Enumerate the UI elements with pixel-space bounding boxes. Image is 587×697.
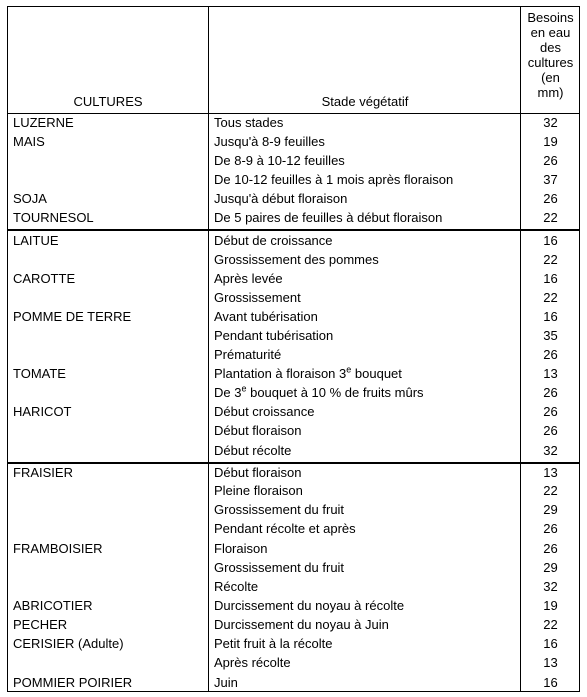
header-besoins-line: (en xyxy=(541,70,560,85)
cell-culture: LAITUE xyxy=(13,233,59,248)
cell-culture: POMME DE TERRE xyxy=(13,309,132,324)
cell-stade: Durcissement du noyau à récolte xyxy=(214,598,405,613)
cell-culture: HARICOT xyxy=(13,404,72,419)
cell-besoin: 26 xyxy=(543,385,558,400)
cell-stade: Pleine floraison xyxy=(214,483,303,498)
cell-stade: Début floraison xyxy=(214,423,302,438)
stade-text: bouquet à 10 % de fruits mûrs xyxy=(246,385,424,400)
cell-culture: TOURNESOL xyxy=(13,210,94,225)
header-besoins xyxy=(521,10,580,100)
header-besoins-line: en eau xyxy=(530,25,571,40)
cell-stade: Début croissance xyxy=(214,404,315,419)
cell-stade: Après récolte xyxy=(214,655,291,670)
cell-stade: Jusqu'à début floraison xyxy=(214,191,348,206)
header-besoins-line: Besoins xyxy=(527,10,574,25)
cell-besoin: 13 xyxy=(543,655,558,670)
cell-besoin: 26 xyxy=(543,423,558,438)
cell-besoin: 26 xyxy=(543,153,558,168)
cell-stade: Récolte xyxy=(214,579,259,594)
cell-stade: Grossissement du fruit xyxy=(214,560,345,575)
cell-stade: Tous stades xyxy=(214,115,284,130)
cell-besoin: 22 xyxy=(543,252,558,267)
cell-stade xyxy=(214,385,424,400)
header-cultures: CULTURES xyxy=(73,94,143,109)
cell-stade: Grossissement du fruit xyxy=(214,502,345,517)
cell-besoin: 16 xyxy=(543,675,558,690)
header-besoins-line: mm) xyxy=(537,85,564,100)
water-needs-table xyxy=(7,6,580,692)
header-besoins-line: des xyxy=(540,40,561,55)
cell-besoin: 32 xyxy=(543,115,558,130)
group-divider xyxy=(8,229,579,231)
cell-besoin: 19 xyxy=(543,134,558,149)
cell-stade: Début récolte xyxy=(214,443,292,458)
cell-besoin: 26 xyxy=(543,347,558,362)
cell-besoin: 26 xyxy=(543,541,558,556)
stade-text: Plantation à floraison 3 xyxy=(214,366,347,381)
cell-stade: Grossissement des pommes xyxy=(214,252,379,267)
cell-stade: Floraison xyxy=(214,541,268,556)
cell-besoin: 16 xyxy=(543,233,558,248)
cell-culture: CAROTTE xyxy=(13,271,76,286)
cell-culture: ABRICOTIER xyxy=(13,598,93,613)
cell-besoin: 35 xyxy=(543,328,558,343)
cell-besoin: 16 xyxy=(543,309,558,324)
cell-stade: De 5 paires de feuilles à début floraison xyxy=(214,210,443,225)
cell-stade: Après levée xyxy=(214,271,283,286)
cell-stade: Prématurité xyxy=(214,347,282,362)
cell-stade: De 8-9 à 10-12 feuilles xyxy=(214,153,345,168)
cell-besoin: 26 xyxy=(543,191,558,206)
stade-superscript: e xyxy=(346,364,352,375)
cell-besoin: 37 xyxy=(543,172,558,187)
cell-besoin: 29 xyxy=(543,502,558,517)
cell-stade: Début de croissance xyxy=(214,233,333,248)
cell-culture: LUZERNE xyxy=(13,115,74,130)
stade-superscript: e xyxy=(241,383,247,394)
cell-besoin: 22 xyxy=(543,483,558,498)
cell-stade: Grossissement xyxy=(214,290,301,305)
cell-culture: PECHER xyxy=(13,617,68,632)
cell-stade xyxy=(214,366,402,381)
cell-besoin: 22 xyxy=(543,210,558,225)
cell-besoin: 32 xyxy=(543,579,558,594)
cell-besoin: 19 xyxy=(543,598,558,613)
cell-stade: Pendant tubérisation xyxy=(214,328,334,343)
cell-stade: Avant tubérisation xyxy=(214,309,318,324)
column-divider xyxy=(208,7,209,691)
cell-culture: SOJA xyxy=(13,191,47,206)
header-divider xyxy=(8,113,579,114)
cell-culture: FRAMBOISIER xyxy=(13,541,103,556)
header-besoins-line: cultures xyxy=(527,55,574,70)
cell-stade: Pendant récolte et après xyxy=(214,521,356,536)
cell-besoin: 32 xyxy=(543,443,558,458)
header-stade: Stade végétatif xyxy=(321,94,409,109)
cell-culture: MAIS xyxy=(13,134,45,149)
stade-text: De 3 xyxy=(214,385,242,400)
cell-besoin: 16 xyxy=(543,271,558,286)
cell-stade: De 10-12 feuilles à 1 mois après floraison xyxy=(214,172,454,187)
cell-besoin: 13 xyxy=(543,465,558,480)
cell-besoin: 26 xyxy=(543,521,558,536)
stade-text: bouquet xyxy=(351,366,402,381)
cell-besoin: 26 xyxy=(543,404,558,419)
cell-stade: Juin xyxy=(214,675,238,690)
cell-besoin: 29 xyxy=(543,560,558,575)
cell-culture: POMMIER POIRIER xyxy=(13,675,133,690)
cell-besoin: 13 xyxy=(543,366,558,381)
group-divider xyxy=(8,462,579,464)
cell-culture: CERISIER (Adulte) xyxy=(13,636,124,651)
cell-culture: TOMATE xyxy=(13,366,66,381)
cell-stade: Petit fruit à la récolte xyxy=(214,636,333,651)
cell-besoin: 16 xyxy=(543,636,558,651)
cell-stade: Jusqu'à 8-9 feuilles xyxy=(214,134,325,149)
cell-stade: Début floraison xyxy=(214,465,302,480)
cell-besoin: 22 xyxy=(543,617,558,632)
cell-stade: Durcissement du noyau à Juin xyxy=(214,617,389,632)
cell-culture: FRAISIER xyxy=(13,465,73,480)
cell-besoin: 22 xyxy=(543,290,558,305)
